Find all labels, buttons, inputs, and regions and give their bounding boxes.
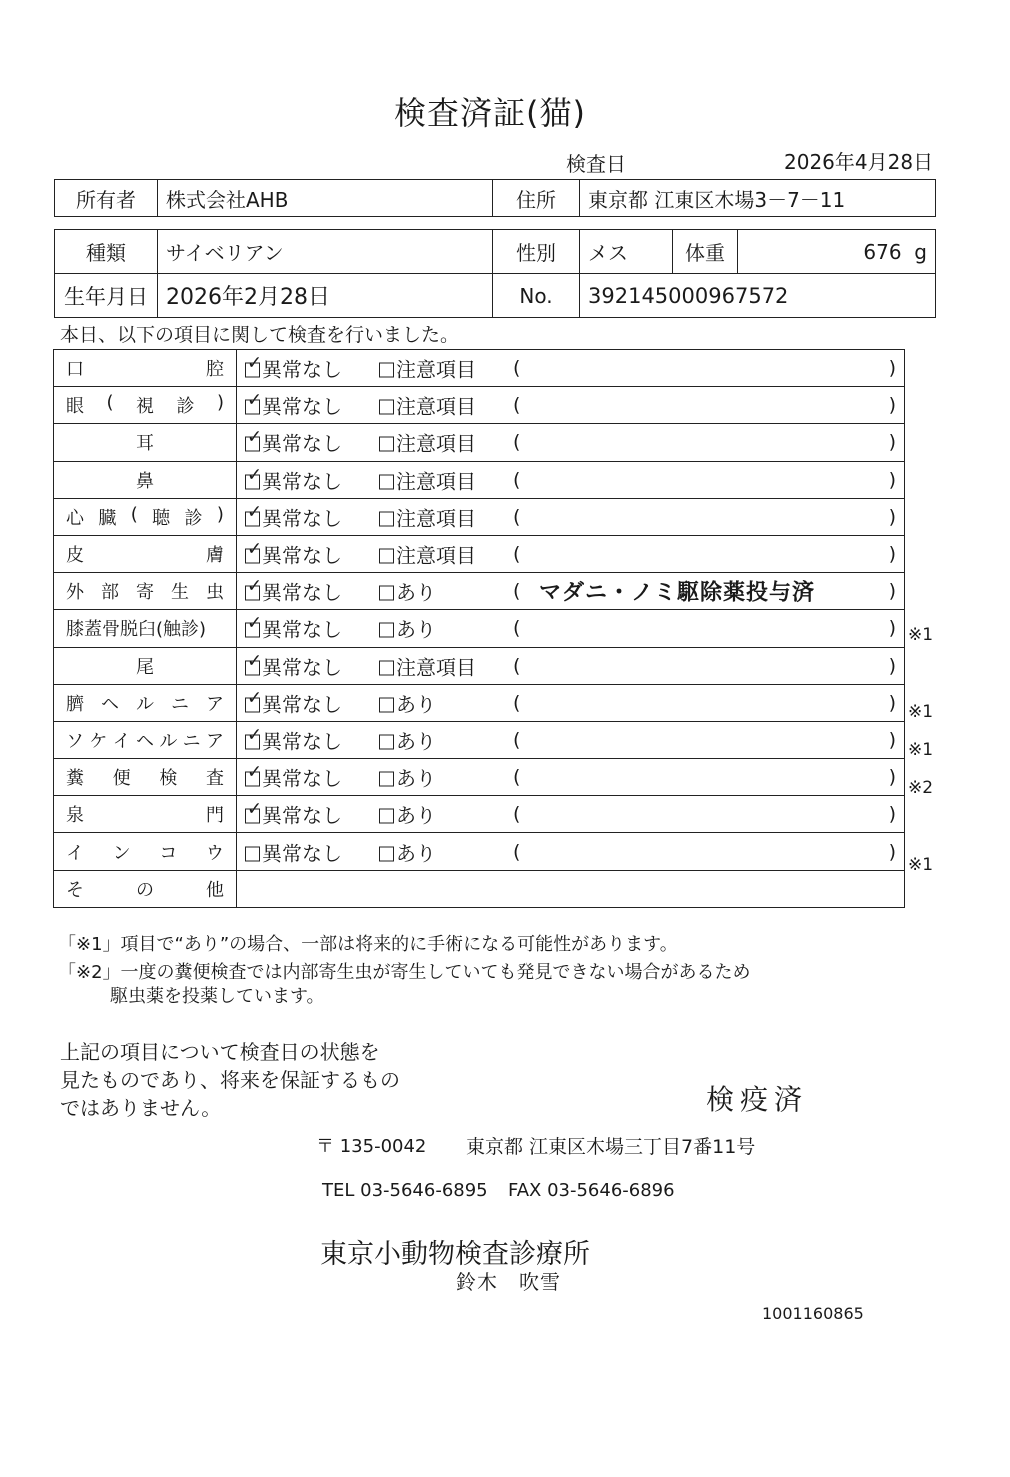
checkbox-normal[interactable] bbox=[245, 389, 263, 415]
exam-result-cell bbox=[237, 833, 905, 870]
option-normal-label: 異常なし bbox=[262, 841, 342, 866]
checkbox-normal[interactable] bbox=[245, 798, 263, 824]
exam-result-cell bbox=[237, 461, 905, 498]
option-normal bbox=[245, 800, 342, 829]
exam-item-char: ウ bbox=[205, 842, 224, 864]
paren-close: ) bbox=[888, 468, 896, 491]
option-normal-label: 異常なし bbox=[262, 617, 342, 642]
option-attention-label: あり bbox=[396, 580, 436, 605]
checkbox-normal[interactable] bbox=[245, 538, 263, 564]
exam-item-label bbox=[54, 684, 237, 721]
exam-item-char: 心 bbox=[66, 507, 84, 529]
inspection-date-value: 2026年4月28日 bbox=[784, 150, 934, 174]
exam-item-char: 他 bbox=[206, 879, 224, 901]
checkbox-normal[interactable] bbox=[245, 352, 263, 378]
exam-item-char: 診 bbox=[176, 396, 195, 418]
checkbox-normal[interactable] bbox=[245, 650, 263, 675]
exam-item-char: 膚 bbox=[206, 545, 224, 567]
check-mark-icon: ✓ bbox=[247, 687, 263, 709]
exam-row bbox=[54, 833, 905, 870]
intro-text: 本日、以下の項目に関して検査を行いました。 bbox=[60, 324, 460, 346]
check-mark-icon: ✓ bbox=[247, 352, 263, 374]
owner-label: 所有者 bbox=[55, 180, 158, 217]
exam-item-label bbox=[54, 387, 237, 424]
exam-item-char: 門 bbox=[206, 805, 224, 827]
option-normal bbox=[245, 725, 342, 754]
sex-label: 性別 bbox=[493, 230, 580, 274]
option-attention-label: 注意項目 bbox=[396, 431, 476, 456]
exam-item-label bbox=[54, 796, 237, 833]
paren-open: ( bbox=[513, 691, 521, 714]
option-attention bbox=[379, 391, 476, 420]
checkbox-normal[interactable] bbox=[245, 687, 263, 712]
exam-item-char: 便 bbox=[112, 768, 131, 790]
checkbox-normal[interactable] bbox=[245, 724, 263, 749]
disclaimer-line: ではありません。 bbox=[60, 1096, 222, 1120]
exam-item-label bbox=[54, 461, 237, 498]
option-attention-label: 注意項目 bbox=[396, 357, 476, 382]
exam-result-cell bbox=[237, 684, 905, 721]
option-attention-label: 注意項目 bbox=[396, 655, 476, 680]
disclaimer-line: 見たものであり、将来を保証するもの bbox=[60, 1068, 400, 1092]
exam-item-label bbox=[54, 647, 237, 684]
option-attention bbox=[379, 763, 436, 792]
option-normal-label: 異常なし bbox=[262, 729, 342, 754]
paren-open: ( bbox=[513, 654, 521, 677]
option-attention bbox=[379, 688, 436, 717]
exam-item-char: ) bbox=[216, 392, 224, 414]
exam-row bbox=[54, 796, 905, 833]
exam-item-char: 泉 bbox=[66, 805, 84, 827]
exam-item-label bbox=[54, 573, 237, 610]
exam-note: マダニ・ノミ駆除薬投与済 bbox=[539, 580, 816, 606]
clinic-postal-code: 〒 135-0042 bbox=[316, 1136, 427, 1157]
exam-result-cell bbox=[237, 647, 905, 684]
exam-item-char: 糞 bbox=[66, 768, 84, 790]
paren-close: ) bbox=[888, 803, 896, 826]
exam-item-char: ニ bbox=[171, 693, 189, 715]
check-mark-icon: ✓ bbox=[247, 575, 263, 597]
option-normal-label: 異常なし bbox=[262, 655, 342, 680]
inspection-date-label: 検査日 bbox=[566, 152, 626, 176]
exam-item-label bbox=[54, 350, 237, 387]
check-mark-icon: ✓ bbox=[247, 798, 263, 820]
paren-close: ) bbox=[888, 617, 896, 640]
option-normal bbox=[245, 688, 342, 717]
exam-row bbox=[54, 424, 905, 461]
option-normal-label: 異常なし bbox=[262, 543, 342, 568]
paren-open: ( bbox=[513, 431, 521, 454]
exam-item-char: 部 bbox=[101, 582, 119, 604]
checkbox-attention[interactable] bbox=[379, 734, 394, 749]
option-normal-label: 異常なし bbox=[262, 357, 342, 382]
check-mark-icon: ✓ bbox=[247, 724, 263, 746]
veterinarian-name: 鈴木 吹雪 bbox=[456, 1270, 561, 1294]
serial-number: 1001160865 bbox=[762, 1304, 864, 1323]
exam-item-char: ) bbox=[216, 503, 224, 525]
option-normal bbox=[245, 391, 342, 420]
option-attention bbox=[379, 577, 436, 606]
exam-item-char: 腔 bbox=[206, 359, 224, 381]
paren-open: ( bbox=[513, 766, 521, 789]
document-title: 検査済証(猫) bbox=[394, 94, 586, 132]
option-attention bbox=[379, 800, 436, 829]
option-normal-label: 異常なし bbox=[262, 394, 342, 419]
birth-label: 生年月日 bbox=[55, 274, 158, 318]
exam-row bbox=[54, 350, 905, 387]
paren-close: ) bbox=[888, 840, 896, 863]
check-mark-icon: ✓ bbox=[247, 761, 263, 783]
checkbox-normal[interactable] bbox=[245, 846, 260, 861]
option-normal-label: 異常なし bbox=[262, 431, 342, 456]
exam-item-label bbox=[54, 424, 237, 461]
footnote-2-continued: 駆虫薬を投薬しています。 bbox=[110, 986, 325, 1007]
exam-row bbox=[54, 721, 905, 758]
clinic-tel: TEL 03-5646-6895 bbox=[322, 1180, 488, 1201]
exam-item-label bbox=[54, 870, 237, 907]
exam-item-char: イ bbox=[66, 842, 84, 864]
checkbox-attention[interactable] bbox=[379, 437, 394, 452]
option-normal bbox=[245, 502, 342, 531]
exam-row bbox=[54, 573, 905, 610]
exam-item-char: イ bbox=[112, 730, 131, 752]
option-normal bbox=[245, 763, 342, 792]
owner-value: 株式会社AHB bbox=[158, 180, 493, 217]
checkbox-attention[interactable] bbox=[379, 772, 394, 787]
exam-row bbox=[54, 759, 905, 796]
checkbox-normal[interactable] bbox=[245, 761, 263, 787]
paren-open: ( bbox=[513, 580, 521, 603]
paren-open: ( bbox=[513, 728, 521, 751]
paren-close: ) bbox=[888, 357, 896, 380]
exam-item-char: 虫 bbox=[206, 582, 224, 604]
checkbox-attention[interactable] bbox=[379, 549, 394, 564]
option-attention-label: あり bbox=[396, 729, 436, 754]
paren-close: ) bbox=[888, 728, 896, 751]
option-attention bbox=[379, 725, 436, 754]
footnote-marker: ※1 bbox=[908, 701, 934, 722]
clinic-name: 東京小動物検査診療所 bbox=[320, 1239, 590, 1270]
exam-result-cell bbox=[237, 610, 905, 647]
option-normal-label: 異常なし bbox=[262, 766, 342, 791]
breed-label: 種類 bbox=[55, 230, 158, 274]
exam-table bbox=[53, 349, 905, 908]
option-attention-label: 注意項目 bbox=[396, 469, 476, 494]
exam-item-char: ソ bbox=[66, 730, 84, 752]
paren-close: ) bbox=[888, 766, 896, 789]
option-attention bbox=[379, 502, 476, 531]
exam-row bbox=[54, 610, 905, 647]
exam-row bbox=[54, 387, 905, 424]
exam-item-char: ニ bbox=[182, 730, 201, 752]
exam-result-cell bbox=[237, 350, 905, 387]
exam-row bbox=[54, 870, 905, 907]
exam-item-char: ル bbox=[136, 693, 154, 715]
exam-result-cell bbox=[237, 573, 905, 610]
exam-result-cell bbox=[237, 424, 905, 461]
exam-item-char: ( bbox=[130, 503, 138, 525]
weight-cell bbox=[738, 230, 936, 274]
exam-item-label bbox=[54, 535, 237, 572]
option-normal bbox=[245, 540, 342, 569]
option-normal-label: 異常なし bbox=[262, 803, 342, 828]
checkbox-attention[interactable] bbox=[379, 697, 394, 712]
check-mark-icon: ✓ bbox=[247, 650, 263, 672]
paren-open: ( bbox=[513, 543, 521, 566]
check-mark-icon: ✓ bbox=[247, 464, 263, 486]
checkbox-normal[interactable] bbox=[245, 575, 263, 601]
exam-item-char: 尾 bbox=[136, 656, 154, 678]
checkbox-attention[interactable] bbox=[379, 586, 394, 601]
exam-item-char: 耳 bbox=[136, 433, 154, 455]
address-value: 東京都 江東区木場3－7－11 bbox=[580, 180, 936, 217]
paren-open: ( bbox=[513, 468, 521, 491]
exam-result-cell bbox=[237, 535, 905, 572]
check-mark-icon: ✓ bbox=[247, 501, 263, 523]
option-normal bbox=[245, 465, 342, 494]
option-attention bbox=[379, 354, 476, 383]
quarantine-stamp: 検疫済 bbox=[706, 1083, 809, 1116]
check-mark-icon: ✓ bbox=[247, 389, 263, 411]
checkbox-attention[interactable] bbox=[379, 623, 394, 638]
address-label: 住所 bbox=[493, 180, 580, 217]
birth-value: 2026年2月28日 bbox=[158, 274, 493, 318]
exam-item-label bbox=[54, 833, 237, 870]
clinic-fax: FAX 03-5646-6896 bbox=[508, 1180, 675, 1201]
exam-item-char: 臓 bbox=[98, 507, 117, 529]
exam-item-char: ル bbox=[159, 730, 178, 752]
exam-item-char: ア bbox=[205, 730, 224, 752]
paren-close: ) bbox=[888, 654, 896, 677]
option-attention-label: あり bbox=[396, 617, 436, 642]
paren-open: ( bbox=[513, 505, 521, 528]
option-attention-label: 注意項目 bbox=[396, 394, 476, 419]
exam-item-label bbox=[54, 610, 237, 647]
clinic-address: 東京都 江東区木場三丁目7番11号 bbox=[466, 1136, 756, 1158]
exam-item-char: 診 bbox=[184, 507, 203, 529]
option-normal-label: 異常なし bbox=[262, 469, 342, 494]
footnote-marker: ※2 bbox=[908, 778, 934, 799]
exam-result-cell bbox=[237, 721, 905, 758]
exam-item-char: ヘ bbox=[101, 693, 119, 715]
exam-row bbox=[54, 684, 905, 721]
checkbox-attention[interactable] bbox=[379, 660, 394, 675]
option-normal bbox=[245, 577, 342, 606]
exam-item-label bbox=[54, 759, 237, 796]
checkbox-attention[interactable] bbox=[379, 363, 394, 378]
paren-open: ( bbox=[513, 840, 521, 863]
exam-item-char: ン bbox=[112, 842, 131, 864]
exam-result-cell bbox=[237, 387, 905, 424]
paren-open: ( bbox=[513, 357, 521, 380]
exam-item-char: 生 bbox=[171, 582, 189, 604]
exam-item-char: 臍 bbox=[66, 693, 84, 715]
checkbox-normal[interactable] bbox=[245, 464, 263, 489]
weight-label: 体重 bbox=[673, 230, 738, 274]
footnote-marker: ※1 bbox=[908, 854, 934, 875]
disclaimer-line: 上記の項目について検査日の状態を bbox=[60, 1040, 380, 1064]
exam-result-cell bbox=[237, 759, 905, 796]
exam-result-cell bbox=[237, 796, 905, 833]
exam-item-char: ヘ bbox=[135, 730, 154, 752]
no-label: No. bbox=[493, 274, 580, 318]
weight-unit: g bbox=[914, 239, 927, 264]
footnote-1: 「※1」項目で“あり”の場合、一部は将来的に手術になる可能性があります。 bbox=[58, 934, 678, 955]
checkbox-attention[interactable] bbox=[379, 511, 394, 526]
option-attention bbox=[379, 614, 436, 643]
option-normal-label: 異常なし bbox=[262, 692, 342, 717]
option-attention-label: 注意項目 bbox=[396, 543, 476, 568]
option-normal-label: 異常なし bbox=[262, 580, 342, 605]
option-normal bbox=[245, 651, 342, 680]
exam-row bbox=[54, 535, 905, 572]
paren-close: ) bbox=[888, 543, 896, 566]
checkbox-attention[interactable] bbox=[379, 809, 394, 824]
exam-row bbox=[54, 647, 905, 684]
checkbox-normal[interactable] bbox=[245, 501, 263, 526]
option-attention bbox=[379, 540, 476, 569]
checkbox-normal[interactable] bbox=[245, 426, 263, 452]
exam-item-char: 口 bbox=[66, 359, 84, 381]
option-attention-label: あり bbox=[396, 692, 436, 717]
exam-item-char: 検 bbox=[159, 768, 178, 790]
exam-item-char: ( bbox=[106, 392, 114, 414]
paren-close: ) bbox=[888, 394, 896, 417]
option-normal bbox=[245, 837, 342, 866]
exam-row bbox=[54, 498, 905, 535]
paren-open: ( bbox=[513, 617, 521, 640]
exam-item-char: 鼻 bbox=[136, 470, 154, 492]
exam-item-char: ケ bbox=[89, 730, 108, 752]
paren-close: ) bbox=[888, 431, 896, 454]
paren-close: ) bbox=[888, 691, 896, 714]
exam-row bbox=[54, 461, 905, 498]
option-attention bbox=[379, 428, 476, 457]
checkbox-attention[interactable] bbox=[379, 474, 394, 489]
checkbox-attention[interactable] bbox=[379, 846, 394, 861]
exam-item-char: 聴 bbox=[152, 507, 171, 529]
no-value: 392145000967572 bbox=[580, 274, 936, 318]
checkbox-attention[interactable] bbox=[379, 400, 394, 415]
exam-item-char: の bbox=[136, 879, 154, 901]
exam-item-char: 寄 bbox=[136, 582, 154, 604]
sex-value: メス bbox=[580, 230, 673, 274]
exam-item-char: 査 bbox=[205, 768, 224, 790]
pet-table bbox=[54, 229, 936, 318]
option-normal bbox=[245, 428, 342, 457]
exam-result-cell bbox=[237, 870, 905, 907]
option-normal-label: 異常なし bbox=[262, 506, 342, 531]
footnote-2: 「※2」一度の糞便検査では内部寄生虫が寄生していても発見できない場合があるため bbox=[58, 962, 751, 983]
option-attention bbox=[379, 465, 476, 494]
paren-open: ( bbox=[513, 394, 521, 417]
exam-item-char: ア bbox=[206, 693, 224, 715]
breed-value: サイベリアン bbox=[158, 230, 493, 274]
option-normal bbox=[245, 614, 342, 643]
disclaimer bbox=[60, 1038, 400, 1122]
check-mark-icon: ✓ bbox=[247, 426, 263, 448]
option-attention-label: あり bbox=[396, 766, 436, 791]
exam-item-char: 膝蓋骨脱臼(触診) bbox=[66, 619, 207, 641]
exam-item-char: 眼 bbox=[66, 396, 84, 418]
exam-item-char: 視 bbox=[136, 396, 154, 418]
exam-item-char: そ bbox=[66, 879, 84, 901]
exam-item-label bbox=[54, 498, 237, 535]
footnote-marker: ※1 bbox=[908, 625, 934, 646]
paren-open: ( bbox=[513, 803, 521, 826]
exam-item-label bbox=[54, 721, 237, 758]
option-attention bbox=[379, 837, 436, 866]
exam-result-cell bbox=[237, 498, 905, 535]
option-normal bbox=[245, 354, 342, 383]
option-attention-label: 注意項目 bbox=[396, 506, 476, 531]
option-attention-label: あり bbox=[396, 841, 436, 866]
option-attention-label: あり bbox=[396, 803, 436, 828]
paren-close: ) bbox=[888, 580, 896, 603]
exam-item-char: 外 bbox=[66, 582, 84, 604]
exam-item-char: 皮 bbox=[66, 545, 84, 567]
owner-table bbox=[54, 179, 936, 217]
option-attention bbox=[379, 651, 476, 680]
paren-close: ) bbox=[888, 505, 896, 528]
checkbox-normal[interactable] bbox=[245, 612, 263, 638]
check-mark-icon: ✓ bbox=[247, 612, 263, 634]
weight-value: 676 bbox=[863, 239, 902, 264]
footnote-marker: ※1 bbox=[908, 740, 934, 760]
check-mark-icon: ✓ bbox=[247, 538, 263, 560]
exam-item-char: コ bbox=[159, 842, 178, 864]
